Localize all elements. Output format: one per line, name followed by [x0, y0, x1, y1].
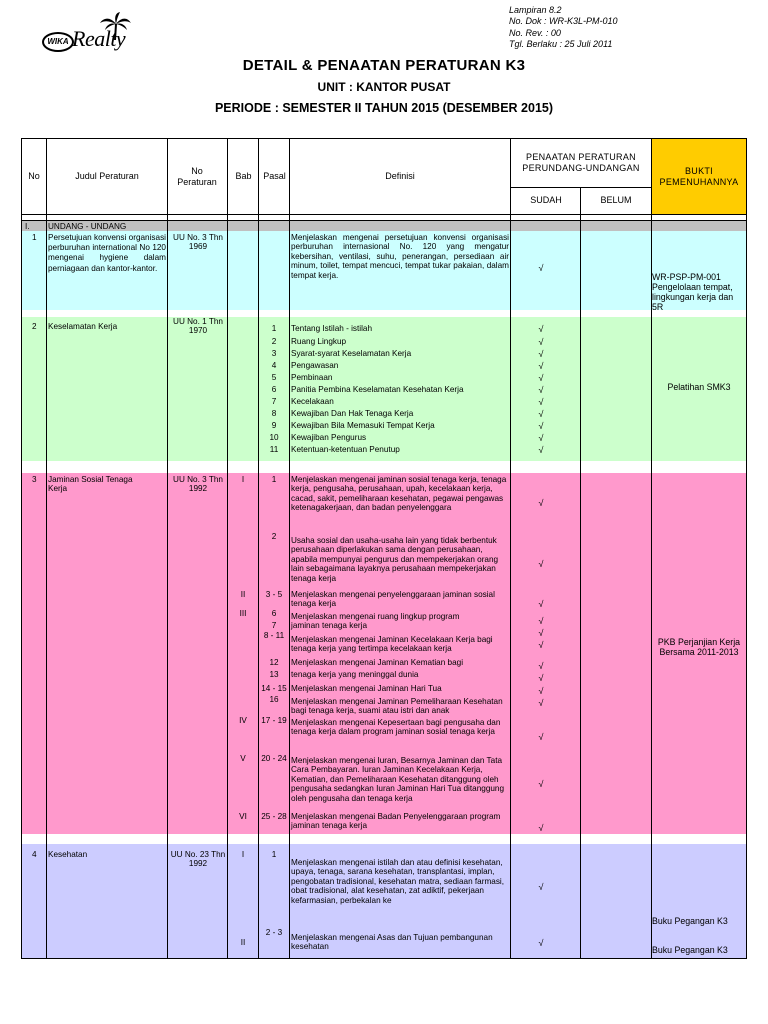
pasal-number: 13 [269, 670, 279, 679]
pasal-number: 8 [271, 409, 277, 418]
row2-no-peraturan: UU No. 1 Thn 1970 [173, 317, 223, 336]
sudah-check: √ [538, 397, 544, 407]
col-line [651, 139, 652, 958]
no-rev: No. Rev. : 00 [509, 27, 561, 38]
sudah-check: √ [538, 673, 544, 683]
header-no-peraturan: No Peraturan [177, 165, 217, 187]
no-dok: No. Dok : WR-K3L-PM-010 [509, 16, 618, 27]
row3-judul: Jaminan Sosial Tenaga Kerja [48, 475, 133, 494]
realty-logo-text: Realty [72, 26, 126, 51]
definisi-item: Menjelaskan mengenai Jaminan Kematian bagi [291, 658, 464, 667]
periode-title: PERIODE : SEMESTER II TAHUN 2015 (DESEMBER 2015) [214, 101, 554, 115]
palm-tree-icon [98, 12, 132, 42]
pasal-number: 5 [271, 373, 277, 382]
col-line [167, 139, 168, 958]
pasal-number: 7 [271, 397, 277, 406]
sudah-check: √ [538, 498, 544, 508]
definisi-item: Panitia Pembina Keselamatan Kesehatan Kerja [291, 385, 464, 394]
sudah-check: √ [538, 882, 544, 892]
sudah-check: √ [538, 445, 544, 455]
pasal-number: 11 [269, 445, 279, 454]
definisi-item: tenaga kerja yang meninggal dunia [291, 670, 419, 679]
header-belum: BELUM [600, 195, 632, 205]
definisi-item: Pembinaan [291, 373, 333, 382]
col-line [289, 139, 290, 958]
definisi-item: Menjelaskan mengenai Badan Penyelenggaraan program jaminan tenaga kerja [291, 812, 501, 831]
sudah-check: √ [538, 938, 544, 948]
pasal-number: 8 - 11 [263, 631, 285, 640]
pasal-number: 1 [271, 850, 277, 859]
sudah-check: √ [538, 349, 544, 359]
definisi-item: Usaha sosial dan usaha-usaha lain yang tidak berbentuk perusahaan diperlakukan sama dengan perusahaan, apabila mempunyai pengurus dan mempekerjakan orang lain sebagaimana layaknya perusahaan mempekerjakan tenaga kerja [291, 536, 499, 583]
sudah-check: √ [538, 779, 544, 789]
row2-bukti: Pelatihan SMK3 [667, 382, 731, 392]
sudah-check: √ [538, 661, 544, 671]
wika-logo-mark: WIKA [42, 32, 74, 52]
header-judul: Judul Peraturan [75, 171, 139, 181]
sudah-check: √ [538, 599, 544, 609]
bab-number: I [241, 850, 245, 859]
definisi-item: Pengawasan [291, 361, 339, 370]
definisi-item: Menjelaskan mengenai ruang lingkup program [291, 612, 460, 621]
pasal-number: 2 - 3 [265, 928, 283, 937]
section-label: UNDANG - UNDANG [48, 222, 127, 231]
sudah-check: √ [538, 823, 544, 833]
sudah-check: √ [538, 628, 544, 638]
sudah-check: √ [538, 385, 544, 395]
company-logo [42, 12, 142, 58]
definisi-item: Ketentuan-ketentuan Penutup [291, 445, 400, 454]
sudah-check: √ [538, 337, 544, 347]
bab-number: VI [239, 812, 247, 821]
row2-judul: Keselamatan Kerja [48, 322, 118, 331]
header-bukti: BUKTI PEMENUHANNYA [659, 165, 739, 187]
definisi-item: Kewajiban Dan Hak Tenaga Kerja [291, 409, 414, 418]
row3-no: 3 [32, 475, 37, 484]
bab-number: II [240, 590, 246, 599]
pasal-number: 1 [271, 324, 277, 333]
row4-no: 4 [32, 850, 37, 859]
pasal-number: 6 [271, 609, 277, 618]
pasal-number: 10 [269, 433, 279, 442]
definisi-item: Menjelaskan mengenai penyelenggaraan jaminan sosial tenaga kerja [291, 590, 495, 609]
pasal-number: 16 [269, 695, 279, 704]
bab-number: II [240, 938, 246, 947]
row-line [510, 187, 651, 188]
bab-number: V [240, 754, 246, 763]
col-line [227, 139, 228, 958]
header-pasal: Pasal [263, 171, 286, 181]
unit-title: UNIT : KANTOR PUSAT [317, 80, 451, 94]
sudah-check: √ [538, 324, 544, 334]
section-band [22, 221, 746, 231]
definisi-item: Menjelaskan mengenai jaminan sosial tenaga kerja, tenaga kerja, pengusaha, perusahaan, upah, kecelakaan kerja, cacad, sakit, pemeliharaan kesehatan, pegawai pengawas ketenagakerjaan, dan badan penyelenggara [291, 475, 507, 513]
header-definisi: Definisi [385, 171, 415, 181]
definisi-item: Menjelaskan mengenai Iuran, Besarnya Jaminan dan Tata Cara Pembayaran. Iuran Jaminan Kecelakaan Kerja, Kematian, dan Pemeliharaan Kesehatan ditanggung oleh pengusaha sedangkan Iuran Jaminan Hari Tua ditanggung oleh pengusaha dan tenaga kerja [291, 756, 505, 803]
row1-definisi: Menjelaskan mengenai persetujuan konvensi organisasi perburuhan internasional No. 120 yang mengatur kebersihan, ventilasi, suhu, penerangan, persediaan air minum, toilet, tempat mencuci, tempat tukar pakaian, dalam tempat kerja. [291, 233, 509, 280]
row3-no-peraturan: UU No. 3 Thn 1992 [173, 475, 223, 494]
regulation-table [21, 138, 747, 959]
bab-number: III [239, 609, 247, 618]
pasal-number: 6 [271, 385, 277, 394]
pasal-number: 3 [271, 349, 277, 358]
page-title: DETAIL & PENAATAN PERATURAN K3 [242, 57, 526, 74]
header-penaatan: PENAATAN PERATURAN PERUNDANG-UNDANGAN [522, 152, 640, 173]
row1-no-peraturan: UU No. 3 Thn 1969 [173, 233, 223, 252]
definisi-item: Menjelaskan mengenai Jaminan Kecelakaan Kerja bagi tenaga kerja yang tertimpa kecelakaan kerja [291, 635, 493, 654]
sudah-check: √ [538, 686, 544, 696]
pasal-number: 3 - 5 [265, 590, 283, 599]
col-line [510, 139, 511, 958]
col-line [258, 139, 259, 958]
definisi-item: Menjelaskan mengenai Jaminan Hari Tua [291, 684, 442, 693]
row1-sudah-check: √ [538, 263, 544, 273]
sudah-check: √ [538, 433, 544, 443]
sudah-check: √ [538, 732, 544, 742]
definisi-item: Syarat-syarat Keselamatan Kerja [291, 349, 412, 358]
row-line [22, 220, 746, 221]
pasal-number: 4 [271, 361, 277, 370]
pasal-number: 2 [271, 532, 277, 541]
header-bab: Bab [235, 171, 252, 181]
sudah-check: √ [538, 640, 544, 650]
section-no: I. [25, 222, 30, 231]
row-line [22, 214, 746, 215]
pasal-number: 7 [271, 621, 277, 630]
row1-judul: Persetujuan konvensi organisasi perburuhan international No 120 mengenai hygiene dalam perniagaan dan kantor-kantor. [48, 233, 166, 273]
row3-bukti: PKB Perjanjian Kerja Bersama 2011-2013 [657, 637, 741, 657]
sudah-check: √ [538, 361, 544, 371]
bukti-item: Buku Pegangan K3 [652, 945, 728, 955]
row1-no: 1 [32, 233, 37, 242]
sudah-check: √ [538, 698, 544, 708]
pasal-number: 12 [269, 658, 279, 667]
pasal-number: 1 [271, 475, 277, 484]
header-no: No [28, 171, 40, 181]
bukti-item: Buku Pegangan K3 [652, 916, 728, 926]
bab-number: IV [239, 716, 247, 725]
pasal-number: 25 - 28 [261, 812, 287, 821]
sudah-check: √ [538, 616, 544, 626]
sudah-check: √ [538, 373, 544, 383]
definisi-item: Tentang Istilah - istilah [291, 324, 373, 333]
pasal-number: 9 [271, 421, 277, 430]
definisi-item: jaminan tenaga kerja [291, 621, 368, 630]
title-block [0, 57, 768, 115]
definisi-item: Ruang Lingkup [291, 337, 347, 346]
col-line [46, 139, 47, 958]
lampiran: Lampiran 8.2 [509, 5, 562, 15]
row1-bukti: WR-PSP-PM-001 Pengelolaan tempat, lingkungan kerja dan 5R [652, 272, 734, 312]
definisi-item: Menjelaskan mengenai istilah dan atau definisi kesehatan, upaya, tenaga, sarana kesehatan, transplantasi, implan, pengobatan tradisional, kesehatan matra, sediaan farmasi, obat tradisional, alat kesehatan, zat adiktif, pekerjaan kefarmasian, perbekalan ke [291, 858, 505, 905]
row4-no-peraturan: UU No. 23 Thn 1992 [170, 850, 226, 869]
pasal-number: 2 [271, 337, 277, 346]
definisi-item: Kecelakaan [291, 397, 334, 406]
pasal-number: 20 - 24 [261, 754, 287, 763]
definisi-item: Menjelaskan mengenai Asas dan Tujuan pembangunan kesehatan [291, 933, 493, 952]
definisi-item: Kewajiban Bila Memasuki Tempat Kerja [291, 421, 435, 430]
definisi-item: Menjelaskan mengenai Jaminan Pemeliharaan Kesehatan bagi tenaga kerja, suami atau istri dan anak [291, 697, 503, 716]
definisi-item: Kewajiban Pengurus [291, 433, 367, 442]
col-line [580, 187, 581, 958]
header-sudah: SUDAH [530, 195, 562, 205]
sudah-check: √ [538, 421, 544, 431]
row4-judul: Kesehatan [48, 850, 88, 859]
tgl-berlaku: Tgl. Berlaku : 25 Juli 2011 [509, 38, 613, 49]
bab-number: I [241, 475, 245, 484]
sudah-check: √ [538, 559, 544, 569]
row2-no: 2 [32, 322, 37, 331]
document-meta [509, 5, 618, 50]
sudah-check: √ [538, 409, 544, 419]
pasal-number: 14 - 15 [261, 684, 287, 693]
pasal-number: 17 - 19 [261, 716, 287, 725]
definisi-item: Menjelaskan mengenai Kepesertaan bagi pengusaha dan tenaga kerja dalam program jaminan sosial tenaga kerja [291, 718, 501, 737]
